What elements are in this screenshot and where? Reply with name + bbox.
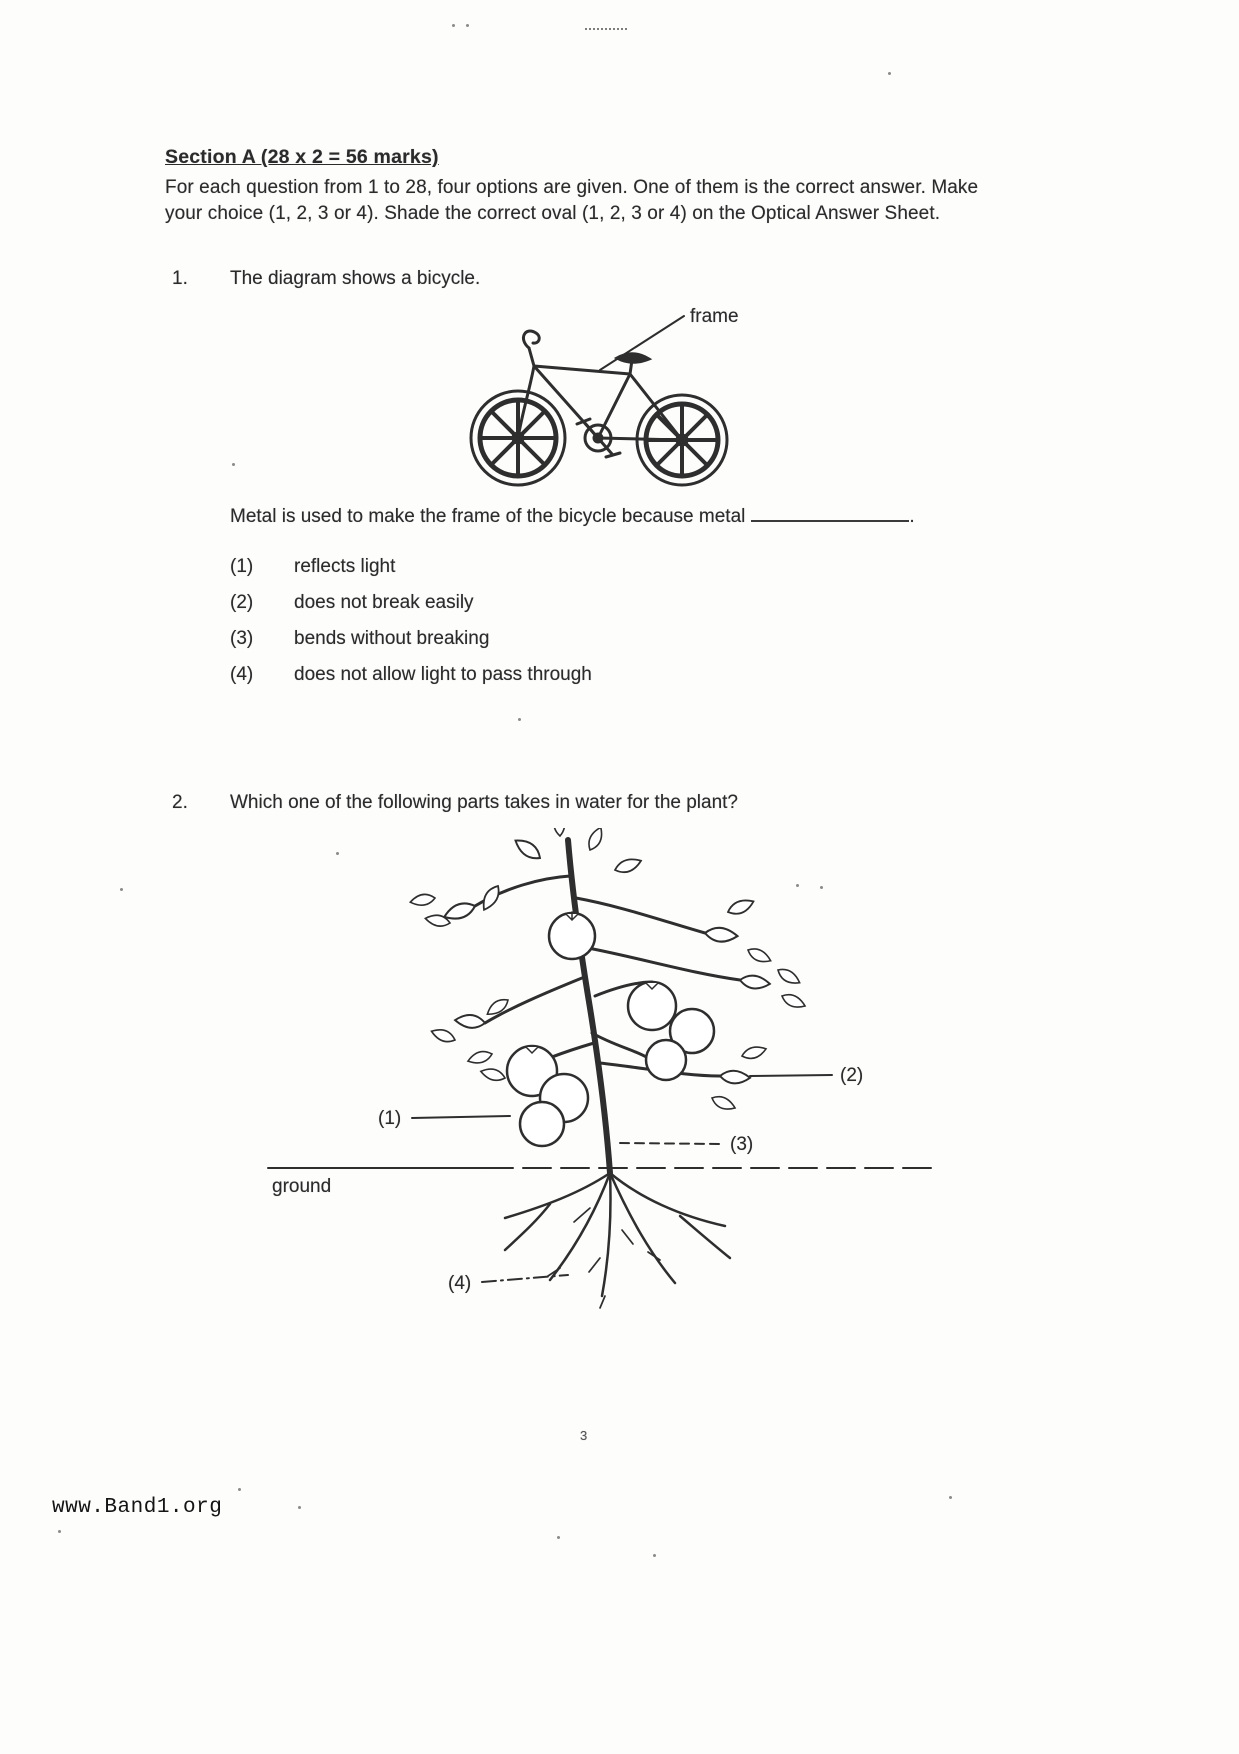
question-1-number: 1. <box>172 268 188 289</box>
question-1-stem <box>230 505 915 528</box>
scan-artifact <box>232 463 235 466</box>
bicycle-drawing <box>471 316 727 485</box>
option-2 <box>230 590 930 615</box>
option-1-number: (1) <box>230 556 254 577</box>
option-3 <box>230 626 930 651</box>
bicycle-handlebar <box>523 331 539 366</box>
scan-artifact <box>518 718 521 721</box>
question-2-prompt: Which one of the following parts takes in water for the plant? <box>230 792 738 813</box>
plant-label-4: (4) <box>448 1273 472 1294</box>
plant-label-1: (1) <box>378 1108 402 1129</box>
bicycle-diagram <box>450 288 770 503</box>
question-1 <box>172 268 1002 290</box>
scan-artifact <box>888 72 891 75</box>
plant-diagram <box>250 828 950 1328</box>
scan-artifact <box>120 888 123 891</box>
stem-period: . <box>909 506 915 527</box>
section-instructions: For each question from 1 to 28, four options are given. One of them is the correct answer. Make your choice (1, 2, 3 or 4). Shade the correct oval (1, 2, 3 or 4) on the Optical Answer Sheet. <box>165 177 979 224</box>
section-header <box>165 146 987 227</box>
answer-blank <box>751 505 909 522</box>
scan-artifact <box>585 28 627 30</box>
question-1-options <box>230 554 930 698</box>
plant-fruits <box>507 912 714 1146</box>
watermark: www.Band1.org <box>52 1496 223 1519</box>
scan-artifact <box>557 1536 560 1539</box>
option-4-number: (4) <box>230 664 254 685</box>
option-3-text: bends without breaking <box>294 628 490 649</box>
label-leader-lines <box>412 1075 832 1282</box>
option-1 <box>230 554 930 579</box>
option-3-number: (3) <box>230 628 254 649</box>
scan-artifact <box>336 852 339 855</box>
plant-drawing <box>268 828 935 1308</box>
option-4 <box>230 662 930 687</box>
plant-roots <box>505 1173 730 1308</box>
frame-label: frame <box>690 306 739 327</box>
page-number: 3 <box>580 1428 588 1443</box>
option-4-text: does not allow light to pass through <box>294 664 592 685</box>
plant-stem <box>568 840 610 1173</box>
option-2-number: (2) <box>230 592 254 613</box>
plant-leaves <box>410 828 807 1114</box>
scan-artifact <box>238 1488 241 1491</box>
question-2 <box>172 792 1002 814</box>
stem-text: Metal is used to make the frame of the bicycle because metal <box>230 506 746 527</box>
ground-label: ground <box>272 1176 332 1197</box>
plant-label-3: (3) <box>730 1134 754 1155</box>
section-title: Section A (28 x 2 = 56 marks) <box>165 146 439 168</box>
option-1-text: reflects light <box>294 556 396 577</box>
question-1-prompt: The diagram shows a bicycle. <box>230 268 481 289</box>
scan-artifact <box>452 24 455 27</box>
option-2-text: does not break easily <box>294 592 474 613</box>
plant-label-2: (2) <box>840 1065 864 1086</box>
question-2-number: 2. <box>172 792 188 813</box>
